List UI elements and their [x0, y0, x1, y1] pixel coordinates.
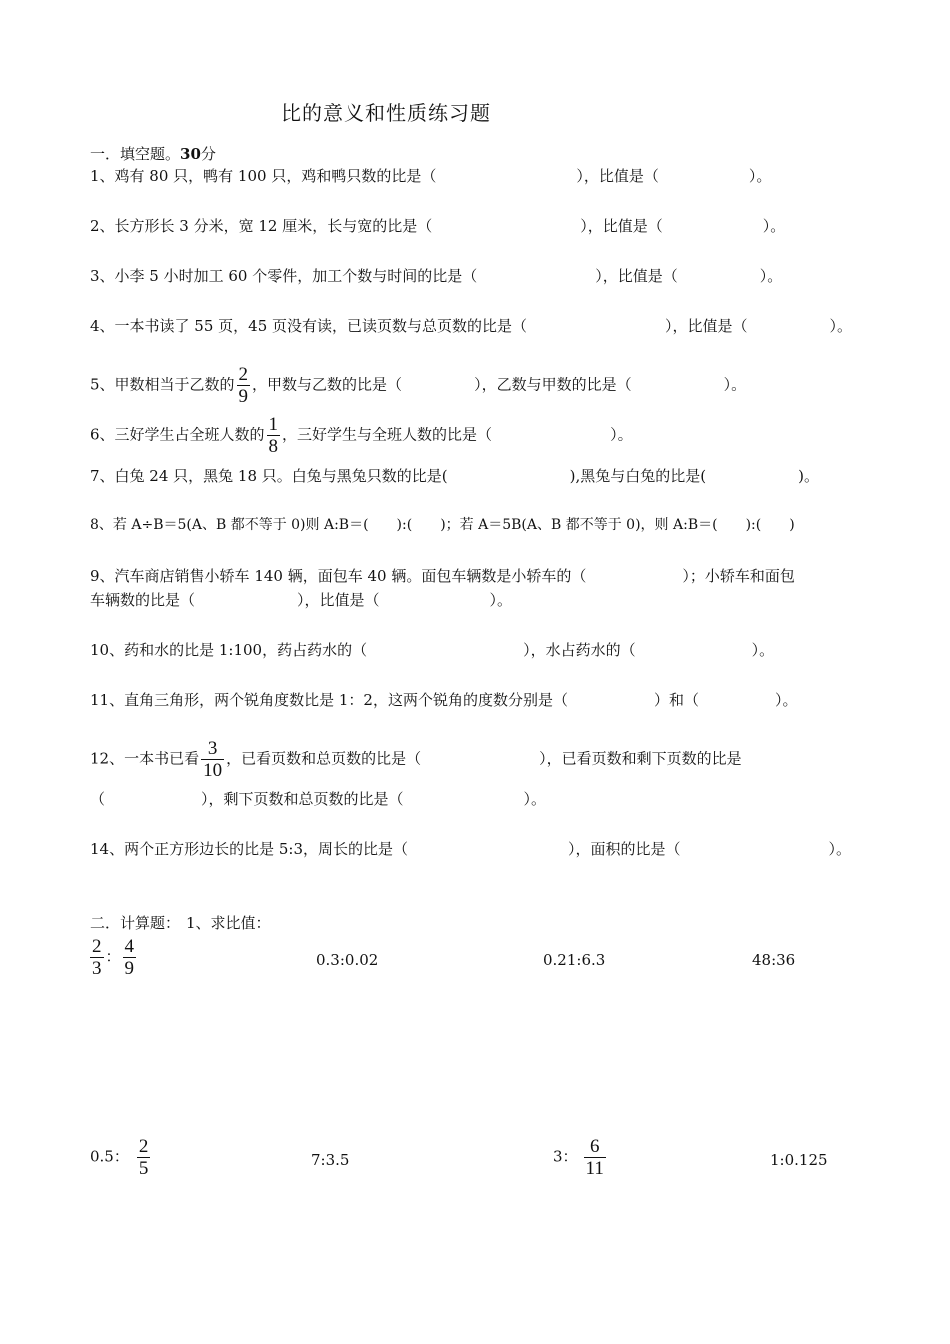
- calc-8: 1:0.125: [770, 1151, 828, 1169]
- question-6: [90, 414, 633, 457]
- section-1-label: 一．填空题。: [90, 145, 181, 163]
- q5-mid: ，甲数与乙数的比是（: [252, 375, 403, 394]
- q12-line2b: ），剩下页数和总页数的比是（: [201, 790, 404, 808]
- q4-text: 4、一本书读了 55 页，45 页没有读，已读页数与总页数的比是（: [90, 317, 528, 335]
- calc-5-numerator: 2: [138, 1136, 149, 1157]
- q5-mid2: ），乙数与甲数的比是（: [474, 375, 632, 394]
- question-9-line-2: [90, 590, 512, 610]
- calc-1: [88, 936, 138, 979]
- question-12-line-2: [90, 789, 546, 809]
- calc-2: 0.3:0.02: [316, 951, 379, 969]
- q6-denominator: 8: [268, 436, 279, 457]
- calc-1-num-a: 2: [92, 936, 102, 957]
- calc-5-fraction: [137, 1136, 151, 1179]
- question-7: [90, 466, 819, 486]
- q4-end: ）。: [829, 317, 853, 335]
- q12-line2: （: [90, 790, 106, 808]
- calc-5-denominator: 5: [138, 1158, 149, 1179]
- calc-7-denominator: 11: [585, 1158, 604, 1179]
- q10-end: ）。: [751, 641, 775, 659]
- q9-line2c: ）。: [489, 591, 513, 609]
- q11-mid: ）和（: [653, 691, 699, 709]
- q12-mid2: ），已看页数和剩下页数的比是: [539, 749, 742, 768]
- q14-text: 14、两个正方形边长的比是 5:3，周长的比是（: [90, 840, 408, 858]
- q9-line2b: ），比值是（: [297, 591, 380, 609]
- q8-text: 8、若 A÷B＝5(A、B 都不等于 0)则 A:B＝( ):( )；若 A＝5B(A、B 都不等于 0)，则 A:B＝( ):( ): [90, 517, 795, 533]
- q3-end: ）。: [759, 267, 783, 285]
- q6-pre: 6、三好学生占全班人数的: [90, 425, 265, 444]
- q6-end: ）。: [610, 425, 633, 444]
- q5-end: ）。: [723, 375, 747, 394]
- calc-7-fraction: [584, 1136, 606, 1179]
- calc-3: 0.21:6.3: [543, 951, 606, 969]
- q12-pre: 12、一本书已看: [90, 749, 200, 768]
- question-5: [90, 364, 746, 407]
- q14-end: ）。: [828, 840, 852, 858]
- q5-denominator: 9: [238, 386, 249, 407]
- question-2: [90, 216, 785, 236]
- q9-line2: 车辆数的比是（: [90, 591, 196, 609]
- q6-mid: ，三好学生与全班人数的比是（: [282, 425, 493, 444]
- calc-1-fraction-a: [90, 936, 104, 979]
- q7-mid: ),黑兔与白兔的比是(: [569, 467, 707, 485]
- q9-line1b: ）；小轿车和面包: [682, 567, 795, 585]
- section-1-heading: [90, 144, 216, 164]
- q6-numerator: 1: [268, 414, 279, 435]
- question-14: [90, 839, 851, 859]
- section-1-unit: 分: [200, 145, 216, 163]
- q3-mid: ），比值是（: [595, 267, 678, 285]
- q5-numerator: 2: [238, 364, 249, 385]
- calc-6: 7:3.5: [311, 1151, 350, 1169]
- q12-denominator: 10: [203, 760, 223, 781]
- question-12-line-1: [90, 738, 742, 781]
- q4-mid: ），比值是（: [665, 317, 748, 335]
- question-11: [90, 690, 797, 710]
- q10-mid: ），水占药水的（: [523, 641, 636, 659]
- q14-mid: ），面积的比是（: [568, 840, 681, 858]
- question-1: [90, 166, 771, 186]
- q6-fraction: [267, 414, 281, 457]
- q1-mid: ），比值是（: [576, 167, 659, 185]
- q12-fraction: [201, 738, 224, 781]
- q10-text: 10、药和水的比是 1:100，药占药水的（: [90, 641, 368, 659]
- q2-end: ）。: [762, 217, 786, 235]
- calc-1-den-a: 3: [92, 958, 102, 979]
- calc-7: [553, 1136, 608, 1179]
- calc-1-fraction-b: [123, 936, 137, 979]
- section-2-sub: 1、求比值：: [186, 914, 271, 932]
- q7-end: )。: [798, 467, 819, 485]
- q12-mid: ，已看页数和总页数的比是（: [226, 749, 422, 768]
- section-1-score: 30: [180, 145, 201, 163]
- q3-text: 3、小李 5 小时加工 60 个零件，加工个数与时间的比是（: [90, 267, 478, 285]
- section-2-heading: [90, 913, 271, 933]
- question-8: [90, 515, 795, 535]
- q2-text: 2、长方形长 3 分米，宽 12 厘米，长与宽的比是（: [90, 217, 433, 235]
- q2-mid: ），比值是（: [580, 217, 663, 235]
- calc-5: [90, 1136, 152, 1179]
- calc-7-numerator: 6: [589, 1136, 600, 1157]
- section-2-label: 二．计算题：: [90, 914, 181, 932]
- q12-numerator: 3: [207, 738, 218, 759]
- calc-4: 48:36: [752, 951, 796, 969]
- q5-pre: 5、甲数相当于乙数的: [90, 375, 235, 394]
- calc-7-pre: 3：: [553, 1147, 578, 1166]
- question-9-line-1: [90, 566, 795, 586]
- calc-1-den-b: 9: [124, 958, 135, 979]
- q11-text: 11、直角三角形，两个锐角度数比是 1：2，这两个锐角的度数分别是（: [90, 691, 568, 709]
- question-3: [90, 266, 782, 286]
- calc-1-separator: ：: [105, 947, 121, 966]
- calc-5-pre: 0.5：: [90, 1147, 129, 1166]
- q1-text: 1、鸡有 80 只，鸭有 100 只，鸡和鸭只数的比是（: [90, 167, 437, 185]
- q9-line1: 9、汽车商店销售小轿车 140 辆，面包车 40 辆。面包车辆数是小轿车的（: [90, 567, 587, 585]
- question-10: [90, 640, 774, 660]
- page-title: 比的意义和性质练习题: [281, 101, 491, 125]
- calc-1-num-b: 4: [124, 936, 135, 957]
- q5-fraction: [237, 364, 251, 407]
- q11-end: ）。: [774, 691, 798, 709]
- q7-text: 7、白兔 24 只，黑兔 18 只。白兔与黑兔只数的比是(: [90, 467, 448, 485]
- q1-end: ）。: [748, 167, 772, 185]
- q12-line2c: ）。: [523, 790, 547, 808]
- question-4: [90, 316, 852, 336]
